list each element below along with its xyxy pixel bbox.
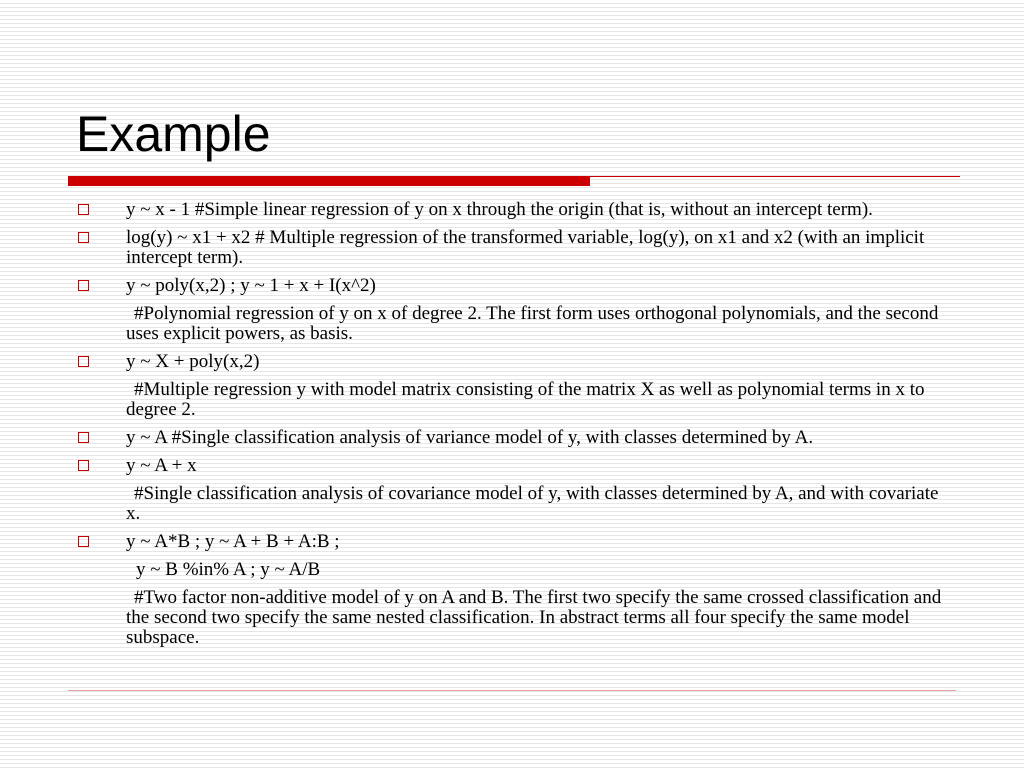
continuation-text [76, 560, 956, 580]
bullet-item [76, 532, 956, 552]
bullet-text: y ~ x - 1 #Simple linear regression of y on x through the origin (that is, without an intercept term). [126, 199, 873, 220]
hollow-square-icon [78, 536, 89, 547]
bullet-item [76, 456, 956, 476]
continuation-text [76, 484, 956, 524]
bullet-text: y ~ X + poly(x,2) [126, 351, 260, 372]
bullet-item [76, 428, 956, 448]
hollow-square-icon [78, 432, 89, 443]
continuation-text-body: #Two factor non-additive model of y on A and B. The first two specify the same crossed classification and the second two specify the same nested classification. In abstract terms all four specify the same model subspace. [126, 587, 942, 648]
continuation-text [76, 304, 956, 344]
title-accent-bar [68, 176, 590, 186]
continuation-text-body: #Single classification analysis of covariance model of y, with classes determined by A, and with covariate x. [126, 483, 939, 524]
bullet-item [76, 200, 956, 220]
hollow-square-icon [78, 280, 89, 291]
bullet-item [76, 352, 956, 372]
bullet-text: log(y) ~ x1 + x2 # Multiple regression of the transformed variable, log(y), on x1 and x2 (with an implicit intercept term). [126, 227, 925, 268]
hollow-square-icon [78, 356, 89, 367]
bullet-text: y ~ A*B ; y ~ A + B + A:B ; [126, 531, 340, 552]
hollow-square-icon [78, 204, 89, 215]
bullet-item [76, 228, 956, 268]
bullet-text: y ~ A #Single classification analysis of variance model of y, with classes determined by A. [126, 427, 814, 448]
hollow-square-icon [78, 232, 89, 243]
slide-content [76, 200, 956, 656]
slide-title: Example [76, 106, 271, 162]
continuation-text-body: #Polynomial regression of y on x of degree 2. The first form uses orthogonal polynomials, and the second uses explicit powers, as basis. [126, 303, 939, 344]
continuation-text [76, 588, 956, 648]
bullet-item [76, 276, 956, 296]
bullet-text: y ~ A + x [126, 455, 197, 476]
bullet-text: y ~ poly(x,2) ; y ~ 1 + x + I(x^2) [126, 275, 376, 296]
footer-divider [68, 690, 956, 691]
continuation-text-body: #Multiple regression y with model matrix consisting of the matrix X as well as polynomial terms in x to degree 2. [126, 379, 925, 420]
continuation-text-body: y ~ B %in% A ; y ~ A/B [136, 559, 321, 580]
hollow-square-icon [78, 460, 89, 471]
title-accent-line [590, 176, 960, 177]
continuation-text [76, 380, 956, 420]
